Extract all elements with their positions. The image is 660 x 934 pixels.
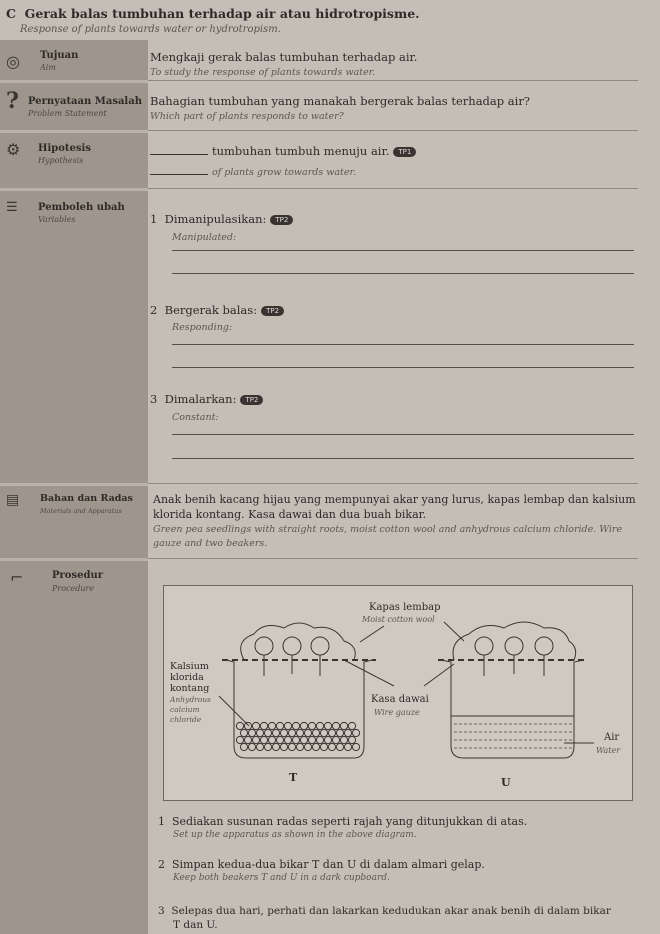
pebble	[316, 722, 323, 729]
section-letter: C	[6, 6, 16, 21]
pebble	[280, 729, 287, 736]
num: 2	[158, 858, 165, 871]
pebble	[248, 743, 255, 750]
tp-badge: TP2	[270, 215, 293, 225]
section-title	[6, 6, 420, 21]
tp-badge: TP1	[393, 147, 416, 157]
variable-label-en: Constant:	[172, 412, 219, 423]
variable-2	[150, 303, 284, 317]
step-2	[158, 858, 485, 871]
pebble	[312, 729, 319, 736]
problem-text: Bahagian tumbuhan yang manakah bergerak balas terhadap air?	[150, 94, 530, 108]
t: calcium	[170, 705, 200, 714]
step-3	[158, 905, 611, 917]
label-water: Air	[604, 732, 620, 743]
target-icon: ◎	[6, 52, 20, 71]
step-1	[158, 815, 527, 828]
pebble	[308, 736, 315, 743]
label-cotton-en: Moist cotton wool	[362, 615, 435, 624]
num: 2	[150, 303, 158, 317]
pebble	[256, 729, 263, 736]
pebble	[344, 743, 351, 750]
pebble	[300, 736, 307, 743]
hypothesis-text-en: of plants grow towards water.	[212, 167, 356, 178]
label-column	[0, 40, 148, 934]
answer-line[interactable]	[172, 250, 634, 251]
pebble	[332, 722, 339, 729]
variables-label-en: Variables	[38, 215, 76, 224]
pebble	[352, 743, 359, 750]
pebble	[260, 722, 267, 729]
problem-label-en: Problem Statement	[28, 109, 107, 118]
label-u: U	[501, 776, 511, 789]
hypothesis-blank-en[interactable]	[150, 174, 208, 175]
pebble	[320, 743, 327, 750]
variable-label-en: Responding:	[172, 322, 233, 333]
pebble	[268, 722, 275, 729]
pebble	[348, 722, 355, 729]
num: 1	[158, 815, 165, 828]
answer-line[interactable]	[172, 458, 634, 459]
label-gauze: Kasa dawai	[371, 694, 429, 705]
step-text: Simpan kedua-dua bikar T dan U di dalam almari gelap.	[172, 858, 485, 871]
cotton-t	[241, 623, 356, 660]
pebble	[296, 743, 303, 750]
pebble	[240, 729, 247, 736]
cotton-u	[453, 622, 576, 660]
pebble	[328, 729, 335, 736]
pebble	[288, 729, 295, 736]
pebble	[240, 743, 247, 750]
aim-label-en: Aim	[40, 63, 56, 72]
problem-label: Pernyataan Masalah	[28, 96, 142, 107]
step-3-cont: T dan U.	[173, 919, 218, 931]
problem-text-en: Which part of plants responds to water?	[150, 111, 344, 122]
pebble	[264, 743, 271, 750]
clipboard-icon: ▤	[6, 492, 20, 508]
pebble	[280, 743, 287, 750]
num: 3	[158, 905, 165, 917]
t: klorida	[170, 672, 204, 683]
t: Anhydrous	[170, 695, 211, 704]
t: Kalsium	[170, 661, 209, 672]
pebble	[316, 736, 323, 743]
pebble	[268, 736, 275, 743]
pebble	[264, 729, 271, 736]
calcium-chloride	[236, 722, 359, 750]
pebble	[304, 743, 311, 750]
sliders-icon: ☰	[6, 200, 18, 215]
pebble	[304, 729, 311, 736]
variable-label: Dimanipulasikan:	[164, 212, 267, 226]
label-t: T	[289, 771, 298, 784]
label-cotton: Kapas lembap	[369, 602, 441, 613]
aim-text-en: To study the response of plants towards water.	[150, 67, 376, 78]
beaker-u	[441, 660, 584, 758]
pebble	[352, 729, 359, 736]
title-text: Gerak balas tumbuhan terhadap air atau hidrotropisme.	[24, 6, 420, 21]
pebble	[284, 722, 291, 729]
pebble	[244, 722, 251, 729]
answer-line[interactable]	[172, 344, 634, 345]
pebble	[272, 729, 279, 736]
pebble	[256, 743, 263, 750]
step-text: Sediakan susunan radas seperti rajah yang ditunjukkan di atas.	[172, 815, 528, 828]
pebble	[292, 722, 299, 729]
tp-badge: TP2	[261, 306, 284, 316]
pebble	[288, 743, 295, 750]
label-cacl-en	[170, 695, 211, 725]
section-subtitle: Response of plants towards water or hydrotropism.	[20, 24, 281, 35]
materials-label: Bahan dan Radas	[40, 493, 133, 504]
aim-text: Mengkaji gerak balas tumbuhan terhadap air.	[150, 50, 418, 64]
water	[454, 724, 572, 748]
pebble	[308, 722, 315, 729]
pebble	[348, 736, 355, 743]
pebble	[244, 736, 251, 743]
hypothesis-text: tumbuhan tumbuh menuju air.	[212, 144, 390, 158]
pebble	[300, 722, 307, 729]
pebble	[296, 729, 303, 736]
pebble	[332, 736, 339, 743]
answer-line[interactable]	[172, 367, 634, 368]
step-text: Selepas dua hari, perhati dan lakarkan kedudukan akar anak benih di dalam bikar	[171, 905, 611, 917]
pebble	[252, 736, 259, 743]
step-1-en: Set up the apparatus as shown in the above diagram.	[173, 830, 417, 840]
pebble	[284, 736, 291, 743]
head-gear-icon: ⚙	[6, 140, 21, 159]
pebble	[340, 722, 347, 729]
pebble	[336, 743, 343, 750]
tp-badge: TP2	[240, 395, 263, 405]
aim-label: Tujuan	[40, 50, 79, 61]
pebble	[292, 736, 299, 743]
num: 1	[150, 212, 158, 226]
variable-label: Bergerak balas:	[164, 303, 258, 317]
label-water-en: Water	[596, 746, 621, 755]
pebble	[344, 729, 351, 736]
t: chloride	[170, 715, 202, 724]
t: kontang	[170, 683, 210, 694]
hypothesis-label-en: Hypothesis	[38, 156, 84, 165]
apparatus-diagram	[163, 585, 633, 801]
num: 3	[150, 392, 158, 406]
label-gauze-en: Wire gauze	[374, 708, 420, 717]
pebble	[236, 736, 243, 743]
pebble	[252, 722, 259, 729]
pebble	[336, 729, 343, 736]
pebble	[340, 736, 347, 743]
pebble	[276, 736, 283, 743]
answer-line[interactable]	[172, 273, 634, 274]
pebble	[324, 736, 331, 743]
variable-label-en: Manipulated:	[172, 232, 237, 243]
pebble	[320, 729, 327, 736]
answer-line[interactable]	[172, 434, 634, 435]
pebble	[328, 743, 335, 750]
hypothesis-blank[interactable]	[150, 154, 208, 155]
variable-3	[150, 392, 263, 406]
step-2-en: Keep both beakers T and U in a dark cupboard.	[173, 873, 390, 883]
materials-label-en: Materials and Apparatus	[40, 507, 122, 515]
pebble	[248, 729, 255, 736]
pebble	[276, 722, 283, 729]
stairs-icon: ⌐	[10, 568, 24, 587]
pebble	[236, 722, 243, 729]
variable-1	[150, 212, 293, 226]
variables-label: Pemboleh ubah	[38, 202, 125, 213]
seedlings-u	[475, 637, 553, 676]
procedure-label-en: Procedure	[52, 584, 95, 593]
procedure-label: Prosedur	[52, 570, 103, 581]
pebble	[312, 743, 319, 750]
pebble	[324, 722, 331, 729]
materials-text: Anak benih kacang hijau yang mempunyai akar yang lurus, kapas lembap dan kalsium klorida kontang. Kasa dawai dan dua buah bikar.	[153, 493, 636, 521]
hypothesis-label: Hipotesis	[38, 143, 91, 154]
question-icon: ?	[6, 88, 19, 114]
seedlings-t	[255, 637, 329, 676]
materials-text-en: Green pea seedlings with straight roots, moist cotton wool and anhydrous calcium chloride. Wire gauze and two beakers.	[153, 524, 623, 549]
pebble	[260, 736, 267, 743]
pebble	[272, 743, 279, 750]
variable-label: Dimalarkan:	[164, 392, 237, 406]
label-cacl	[170, 661, 209, 694]
